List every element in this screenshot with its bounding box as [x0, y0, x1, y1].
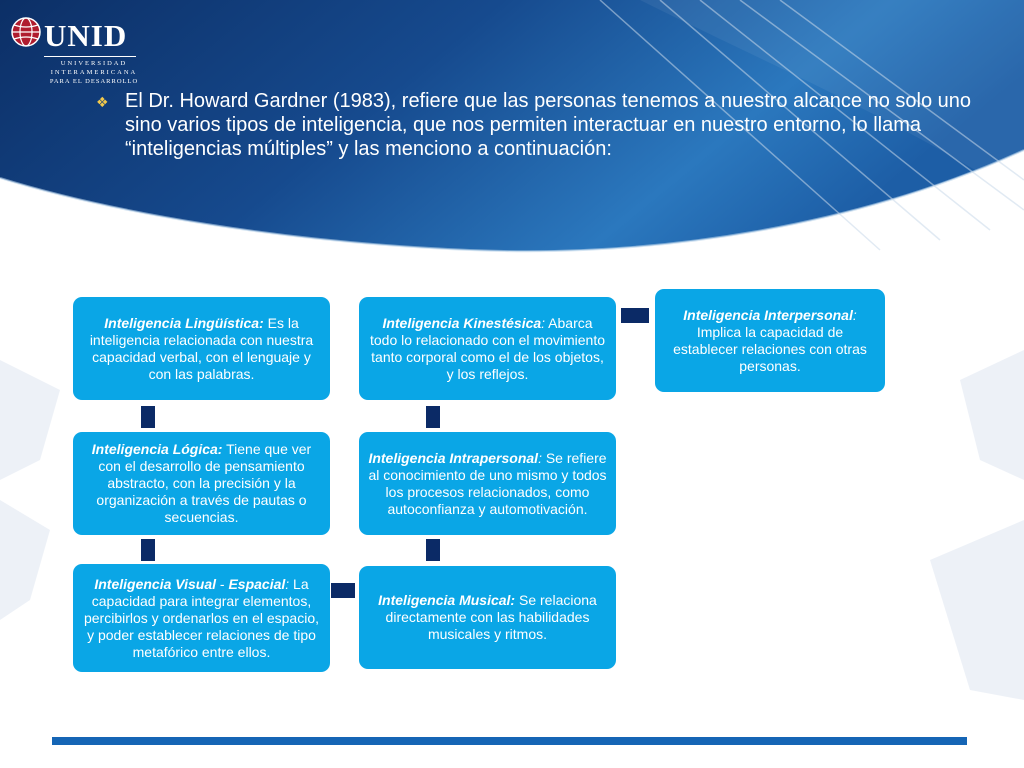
- box-title-b: Espacial: [228, 575, 286, 592]
- connector-visual-musical: [331, 583, 355, 598]
- logo-line-1: UNIVERSIDAD: [60, 60, 128, 67]
- box-text: Se refiere al conocimiento de uno mismo y todos los procesos relacionados, como autoconfianza y automotivación.: [368, 449, 607, 517]
- bottom-rule: [52, 737, 967, 745]
- box-title-colon: :: [852, 306, 857, 323]
- logo-wordmark: UNID: [44, 18, 128, 53]
- box-text: Se relaciona directamente con las habilidades musicales y ritmos.: [385, 592, 597, 642]
- box-title-a: Inteligencia Visual: [94, 575, 216, 592]
- box-text: La capacidad para integrar elementos, percibirlos y ordenarlos en el espacio, y poder establecer relaciones de tipo metafórico entre ellos.: [83, 575, 319, 660]
- box-inteligencia-linguistica: [73, 297, 330, 400]
- box-title-colon: :: [538, 449, 542, 466]
- box-title-sep: -: [216, 575, 229, 592]
- connector-intrapersonal-kinestesica: [426, 406, 440, 428]
- diamond-bullet-icon: ❖: [96, 94, 109, 110]
- box-inteligencia-musical: [359, 566, 616, 669]
- box-title: Inteligencia Interpersonal: [683, 306, 853, 323]
- connector-linguistica-logica: [141, 406, 155, 428]
- box-inteligencia-interpersonal: [655, 289, 885, 392]
- intro-text: El Dr. Howard Gardner (1983), refiere que las personas tenemos a nuestro alcance no solo uno sino varios tipos de inteligencia, que nos permiten interactuar en nuestro entorno, lo llama “inteligencias múltiples” y las menciono a continuación:: [125, 90, 972, 160]
- logo-line-3: PARA EL DESARROLLO: [49, 78, 139, 85]
- box-inteligencia-intrapersonal: [359, 432, 616, 535]
- box-title-colon: :: [541, 314, 546, 331]
- box-title-colon: :: [285, 575, 290, 592]
- box-text: Tiene que ver con el desarrollo de pensamiento abstracto, con la precisión y la organización a través de pautas o secuencias.: [96, 441, 312, 525]
- unid-logo: [10, 12, 140, 85]
- logo-rule: [44, 56, 136, 57]
- connector-kinestesica-interpersonal: [621, 308, 649, 323]
- connector-musical-intrapersonal: [426, 539, 440, 561]
- box-text: Implica la capacidad de establecer relaciones con otras personas.: [673, 323, 867, 374]
- box-inteligencia-visual-espacial: [73, 564, 330, 672]
- box-title: Inteligencia Intrapersonal: [368, 449, 539, 466]
- box-title: Inteligencia Musical:: [378, 592, 516, 608]
- box-text: Es la inteligencia relacionada con nuestra capacidad verbal, con el lenguaje y con las palabras.: [89, 314, 314, 382]
- connector-logica-visual: [141, 539, 155, 561]
- box-title: Inteligencia Kinestésica: [382, 314, 542, 331]
- box-text: Abarca todo lo relacionado con el movimiento tanto corporal como el de los objetos, y los reflejos.: [369, 314, 606, 382]
- globe-icon: [10, 16, 42, 48]
- intro-paragraph: [96, 89, 976, 161]
- logo-line-2: INTERAMERICANA: [50, 69, 138, 76]
- box-title: Inteligencia Lingüística:: [104, 314, 264, 331]
- box-inteligencia-logica: [73, 432, 330, 535]
- box-title: Inteligencia Lógica:: [91, 441, 223, 457]
- box-inteligencia-kinestesica: [359, 297, 616, 400]
